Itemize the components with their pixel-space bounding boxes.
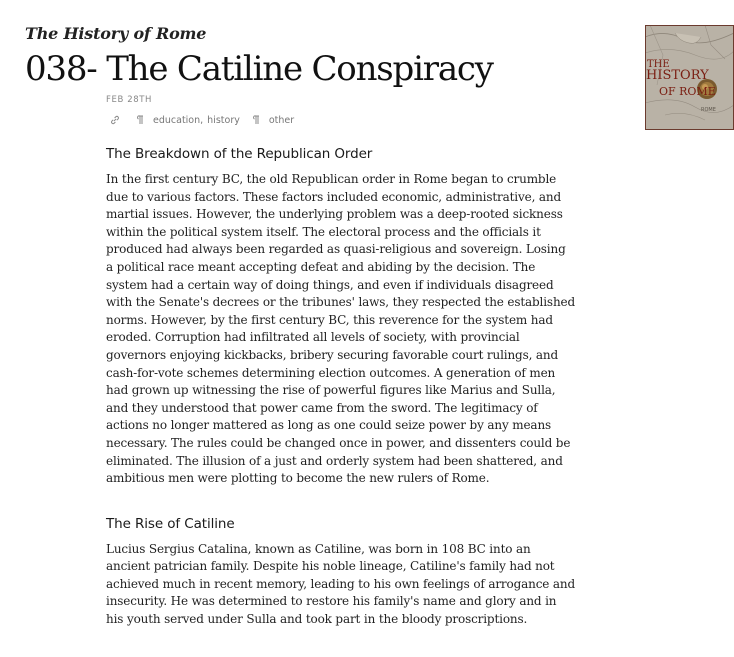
section-paragraph: Lucius Sergius Catalina, known as Catiline, was born in 108 BC into an ancient patrician family. Despite his noble lineage, Catiline's family had not achieved much in recent memory, leading to his own feelings of arrogance and insecurity. He was determined to restore his family's name and glory and in his youth served under Sulla and took part in the bloody proscriptions.	[106, 541, 576, 627]
tag-link-history[interactable]: history	[207, 114, 240, 126]
podcast-cover-art	[645, 25, 734, 130]
section-paragraph: In the first century BC, the old Republican order in Rome began to crumble due to various factors. These factors included economic, administrative, and martial issues. However, the underlying problem was a deep-rooted sickness within the political system itself. The electoral process and the officials it produced had always been regarded as quasi-religious and sovereign. Losing a political race meant accepting defeat and abiding by the decision. The system had a certain way of doing things, and even if individuals disagreed with the Senate's decrees or the tribunes' laws, they respected the established norms. However, by the first century BC, this reverence for the system had eroded. Corruption had infiltrated all levels of society, with provincial governors enjoying kickbacks, bribery securing favorable court rulings, and cash-for-vote schemes determining election outcomes. A generation of men had grown up witnessing the rise of powerful figures like Marius and Sulla, and they understood that power came from the sword. The legitimacy of actions no longer mattered as long as one could seize power by any means necessary. The rules could be changed once in power, and dissenters could be eliminated. The illusion of a just and orderly system had been shattered, and ambitious men were plotting to become the new rulers of Rome.	[106, 172, 576, 486]
section-heading: The Rise of Catiline	[106, 515, 235, 532]
category-icon	[253, 115, 261, 125]
episode-title: 038- The Catiline Conspiracy	[25, 49, 493, 89]
tag-link-education[interactable]: education	[153, 114, 201, 126]
category-link-other[interactable]: other	[268, 114, 295, 126]
cover-text-of-rome: OF ROME	[659, 85, 716, 98]
tag-separator: ,	[200, 114, 204, 126]
cover-text-the: THE	[647, 59, 670, 70]
article-body	[106, 146, 576, 657]
series-title[interactable]: The History of Rome	[25, 24, 207, 43]
meta-row	[106, 112, 294, 128]
cover-map-label: ROME	[701, 107, 716, 113]
section-heading: The Breakdown of the Republican Order	[106, 146, 373, 162]
tag-icon	[137, 115, 145, 125]
link-icon[interactable]	[109, 114, 121, 126]
cover-text-history: HISTORY	[646, 68, 709, 83]
publish-date: FEB 28TH	[106, 95, 152, 105]
